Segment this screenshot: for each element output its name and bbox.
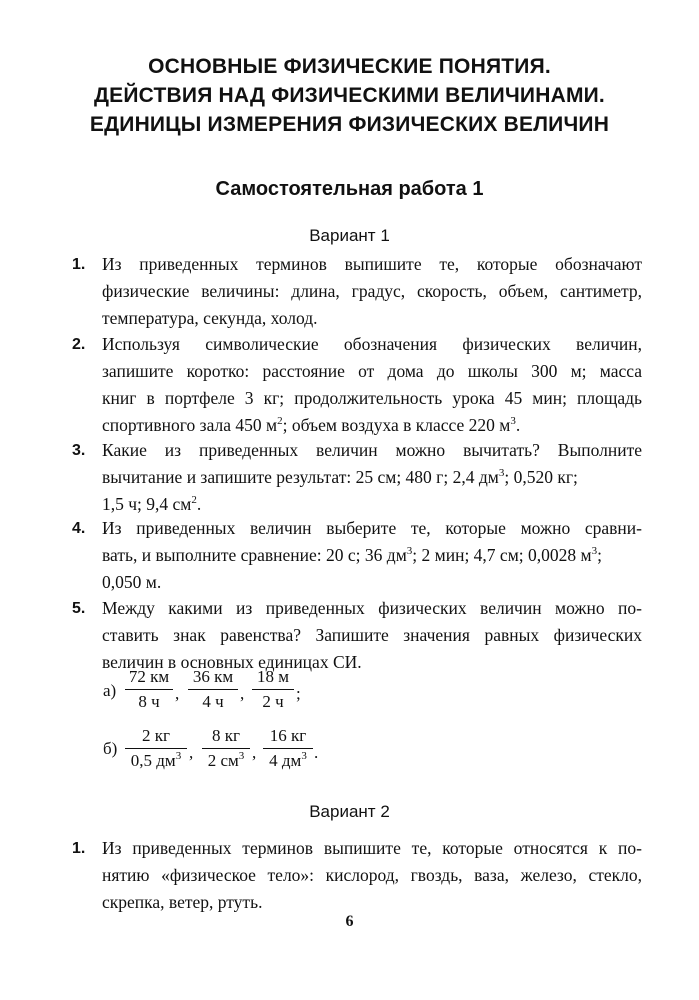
- fraction-numerator: 72 км: [125, 667, 173, 690]
- task-line: запишите коротко: расстояние от дома до школы 300 м; масса: [102, 361, 642, 381]
- task-line: Между какими из приведенных физических величин можно по-: [102, 598, 642, 618]
- fraction-denominator: [202, 749, 250, 771]
- separator: ,: [240, 684, 245, 703]
- text-part: ; объем воздуха в классе 220 м: [282, 415, 511, 435]
- task-text: [102, 251, 642, 332]
- text-part: 1,5 ч; 9,4 см: [102, 494, 192, 514]
- task-line: [102, 464, 642, 491]
- task-line: нятию «физическое тело»: кислород, гвоздь, ваза, железо, стекло,: [102, 865, 642, 885]
- heading-line-2: ДЕЙСТВИЯ НАД ФИЗИЧЕСКИМИ ВЕЛИЧИНАМИ.: [94, 84, 605, 107]
- text-part: ; 2 мин; 4,7 см; 0,0028 м: [412, 545, 592, 565]
- superscript: 3: [498, 467, 505, 479]
- task-line: ставить знак равенства? Запишите значения равных физических: [102, 625, 642, 645]
- chapter-heading: [0, 52, 699, 139]
- text-part: ;: [597, 545, 602, 565]
- fraction-numerator: 18 м: [252, 667, 294, 690]
- fraction-numerator: 2 кг: [125, 726, 187, 749]
- task-text: [102, 595, 642, 676]
- task-number: 2.: [72, 336, 86, 353]
- task-line: Используя символические обозначения физических величин,: [102, 334, 642, 354]
- fraction: [252, 667, 294, 712]
- text-part: .: [196, 494, 202, 514]
- separator: ,: [252, 743, 257, 762]
- variant-2-title: Вариант 2: [309, 802, 390, 821]
- text-part: 2 см: [207, 751, 239, 770]
- fraction-denominator: [263, 749, 313, 771]
- page-number: 6: [345, 913, 354, 930]
- task-line: книг в портфеле 3 кг; продолжительность урока 45 мин; площадь: [102, 388, 642, 408]
- task-number: 4.: [72, 520, 86, 537]
- task-number: 3.: [72, 442, 86, 459]
- fraction: [125, 726, 187, 771]
- task-text: [102, 835, 642, 916]
- superscript: 3: [175, 750, 182, 762]
- superscript: 2: [277, 415, 283, 427]
- separator: ;: [296, 684, 301, 703]
- task-line: [102, 542, 642, 569]
- separator: ,: [189, 743, 194, 762]
- superscript: 3: [510, 415, 516, 427]
- fraction-denominator: 4 ч: [202, 692, 224, 711]
- task-line: физические величины: длина, градус, скорость, объем, сантиметр,: [102, 281, 642, 301]
- task-line: Из приведенных терминов выпишите те, которые относятся к по-: [102, 838, 642, 858]
- fraction: [125, 667, 173, 712]
- separator: .: [314, 743, 319, 762]
- separator: ,: [175, 684, 180, 703]
- superscript: 3: [238, 750, 245, 762]
- task-text: [102, 437, 642, 518]
- part-a-label: а): [103, 681, 117, 700]
- task-number: 1.: [72, 256, 86, 273]
- text-part: ; 0,520 кг;: [504, 467, 578, 487]
- fraction: [263, 726, 313, 771]
- text-part: вать, и выполните сравнение: 20 с; 36 дм: [102, 545, 407, 565]
- fraction-numerator: 16 кг: [263, 726, 313, 749]
- superscript: 3: [301, 750, 307, 762]
- task-line: скрепка, ветер, ртуть.: [102, 892, 263, 912]
- task-line: [102, 491, 642, 518]
- task-text: [102, 331, 642, 439]
- fraction-numerator: 36 км: [188, 667, 238, 690]
- task-text: [102, 515, 642, 596]
- fraction-numerator: 8 кг: [202, 726, 250, 749]
- task-line: Из приведенных величин выберите те, которые можно сравни-: [102, 518, 642, 538]
- fraction-denominator: 8 ч: [138, 692, 160, 711]
- heading-line-3: ЕДИНИЦЫ ИЗМЕРЕНИЯ ФИЗИЧЕСКИХ ВЕЛИЧИН: [89, 113, 610, 136]
- superscript: 3: [406, 545, 413, 557]
- text-part: 0,5 дм: [130, 751, 176, 770]
- task-line: 0,050 м.: [102, 572, 162, 592]
- task-line: Из приведенных терминов выпишите те, которые обозначают: [102, 254, 642, 274]
- part-b-label: б): [103, 739, 118, 758]
- fraction: [188, 667, 238, 712]
- task-line: величин в основных единицах СИ.: [102, 652, 362, 672]
- task-line: температура, секунда, холод.: [102, 308, 318, 328]
- task-number: 1.: [72, 840, 86, 857]
- task-line: [102, 412, 642, 439]
- variant-1-title: Вариант 1: [309, 226, 390, 245]
- text-part: вычитание и запишите результат: 25 см; 480 г; 2,4 дм: [102, 467, 499, 487]
- fraction-denominator: 2 ч: [262, 692, 284, 711]
- heading-line-1: ОСНОВНЫЕ ФИЗИЧЕСКИЕ ПОНЯТИЯ.: [148, 55, 551, 78]
- text-part: 4 дм: [269, 751, 302, 770]
- superscript: 2: [191, 494, 197, 506]
- text-part: спортивного зала 450 м: [102, 415, 278, 435]
- task-line: Какие из приведенных величин можно вычитать? Выполните: [102, 440, 642, 460]
- fraction-denominator: [125, 749, 187, 771]
- task-number: 5.: [72, 600, 86, 617]
- fraction: [202, 726, 250, 771]
- superscript: 3: [591, 545, 598, 557]
- text-part: .: [515, 415, 521, 435]
- work-title: Самостоятельная работа 1: [215, 178, 484, 200]
